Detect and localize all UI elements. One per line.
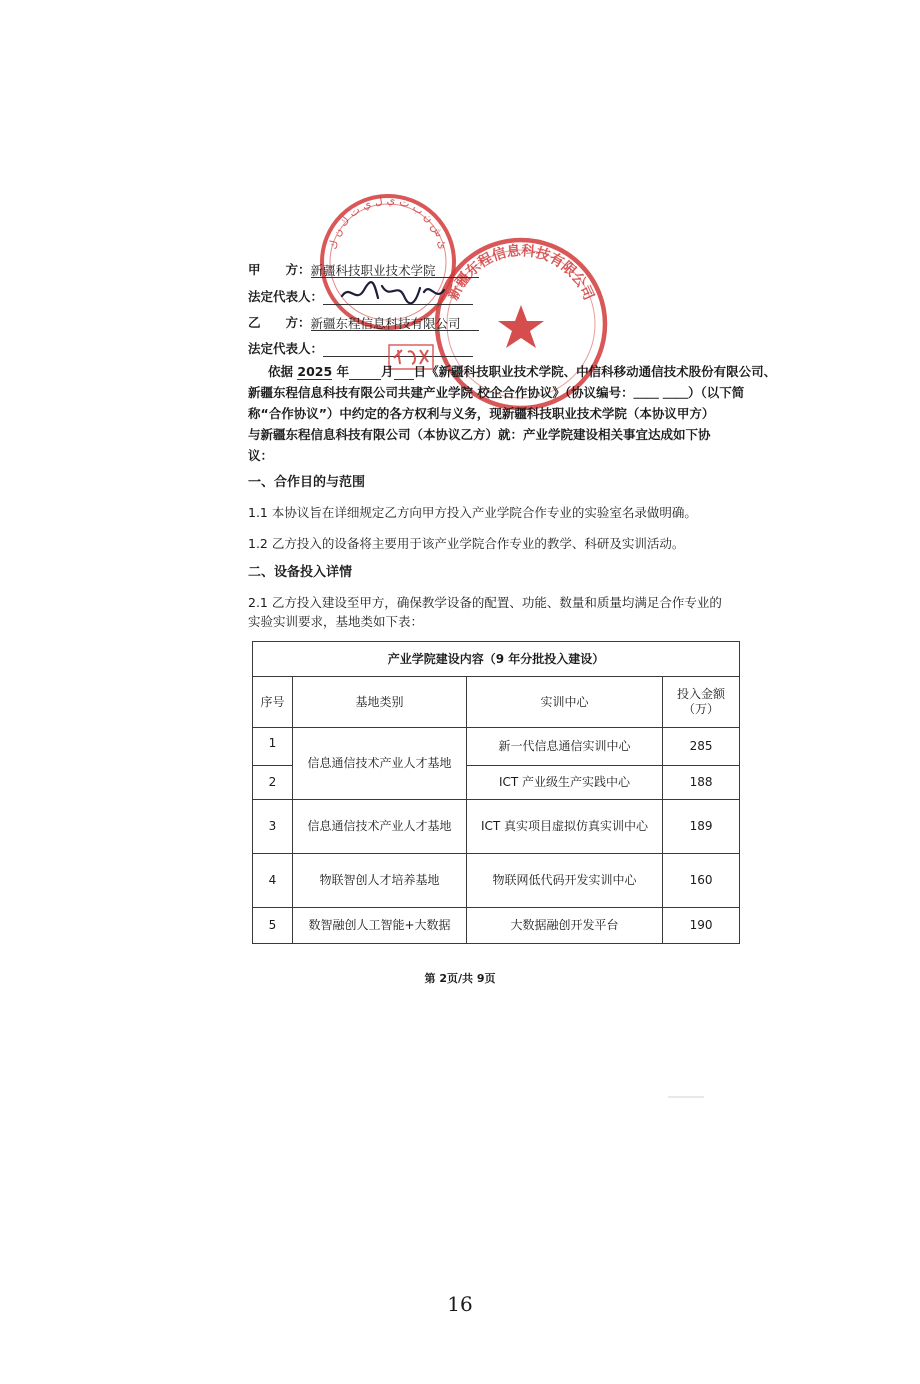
party-b-label: 乙 方：: [248, 315, 311, 330]
table-caption: 产业学院建设内容（9 年分批投入建设）: [253, 642, 740, 677]
signature-party-a: [338, 278, 448, 308]
party-b-name: 新疆东程信息科技有限公司: [311, 316, 479, 331]
party-a-row: [248, 262, 479, 278]
intro-line-2: 新疆东程信息科技有限公司共建产业学院 校企合作协议》（协议编号：＿＿ ＿＿）（以下简: [248, 385, 745, 400]
cell-center: ICT 产业级生产实践中心: [467, 766, 663, 800]
cell-amount: 160: [663, 854, 740, 908]
cell-base: 物联智创人才培养基地: [293, 854, 467, 908]
rep-b-row: [248, 341, 473, 357]
svg-text:ئ ش ن ب ت ي ل ي ت ك ن ك: ئ ش ن ب ت ي ل ي ت ك ن ك: [326, 193, 450, 251]
cell-amount: 285: [663, 728, 740, 766]
cell-amount: 190: [663, 908, 740, 944]
header-center: 实训中心: [467, 677, 663, 728]
scan-artifact: [668, 1096, 704, 1098]
cell-amount: 188: [663, 766, 740, 800]
section-1-title: 一、合作目的与范围: [248, 475, 366, 490]
rep-b-label: 法定代表人：: [248, 341, 324, 356]
cell-center: 新一代信息通信实训中心: [467, 728, 663, 766]
cell-center: 大数据融创开发平台: [467, 908, 663, 944]
clause-2-1-line-2: 实验实训要求，基地类如下表：: [248, 614, 424, 629]
header-amount: 投入金额（万）: [663, 677, 740, 728]
clause-1-2: 1.2 乙方投入的设备将主要用于该产业学院合作专业的教学、科研及实训活动。: [248, 536, 685, 551]
clause-1-1: 1.1 本协议旨在详细规定乙方向甲方投入产业学院合作专业的实验室名录做明确。: [248, 505, 697, 520]
intro-text-d: 日《新疆科技职业技术学院、中信科移动通信技术股份有限公司、: [413, 364, 777, 379]
cell-no: 3: [253, 800, 293, 854]
cell-center: ICT 真实项目虚拟仿真实训中心: [467, 800, 663, 854]
cell-base: 信息通信技术产业人才基地: [293, 728, 467, 800]
cell-no: 1: [253, 728, 293, 766]
intro-text-b: 年: [336, 364, 350, 379]
day-blank: [394, 365, 414, 380]
table-row: [253, 800, 740, 854]
party-b-row: [248, 315, 479, 331]
intro-text-c: 月: [381, 364, 394, 379]
svg-text:新疆东程信息科技有限公司: 新疆东程信息科技有限公司: [445, 243, 597, 303]
rep-a-label: 法定代表人：: [248, 289, 324, 304]
intro-year: 2025: [297, 364, 333, 379]
header-base: 基地类别: [293, 677, 467, 728]
intro-line-5: 议：: [248, 448, 274, 463]
header-no: 序号: [253, 677, 293, 728]
cell-amount: 189: [663, 800, 740, 854]
party-a-name: 新疆科技职业技术学院: [311, 263, 479, 278]
cell-base: 数智融创人工智能+大数据: [293, 908, 467, 944]
table-header-row: [253, 677, 740, 728]
table-row: [253, 908, 740, 944]
cell-base: 信息通信技术产业人才基地: [293, 800, 467, 854]
intro-line-1: [268, 364, 776, 380]
party-a-label: 甲 方：: [248, 262, 311, 277]
intro-line-3: 称“合作协议”）中约定的各方权利与义务，现新疆科技职业技术学院（本协议甲方）: [248, 406, 715, 421]
table-row: [253, 854, 740, 908]
cell-center: 物联网低代码开发实训中心: [467, 854, 663, 908]
clause-2-1-line-1: 2.1 乙方投入建设至甲方，确保教学设备的配置、功能、数量和质量均满足合作专业的: [248, 595, 722, 610]
cell-no: 4: [253, 854, 293, 908]
intro-text-a: 依据: [268, 364, 294, 379]
page-number: 16: [447, 1292, 473, 1316]
cell-no: 2: [253, 766, 293, 800]
intro-line-4: 与新疆东程信息科技有限公司（本协议乙方）就：产业学院建设相关事宜达成如下协: [248, 427, 711, 442]
month-blank: [349, 365, 381, 380]
cell-no: 5: [253, 908, 293, 944]
page-footer: 第 2页/共 9页: [424, 972, 496, 985]
table-row: [253, 728, 740, 766]
section-2-title: 二、设备投入详情: [248, 565, 353, 580]
investment-table: [252, 641, 740, 944]
